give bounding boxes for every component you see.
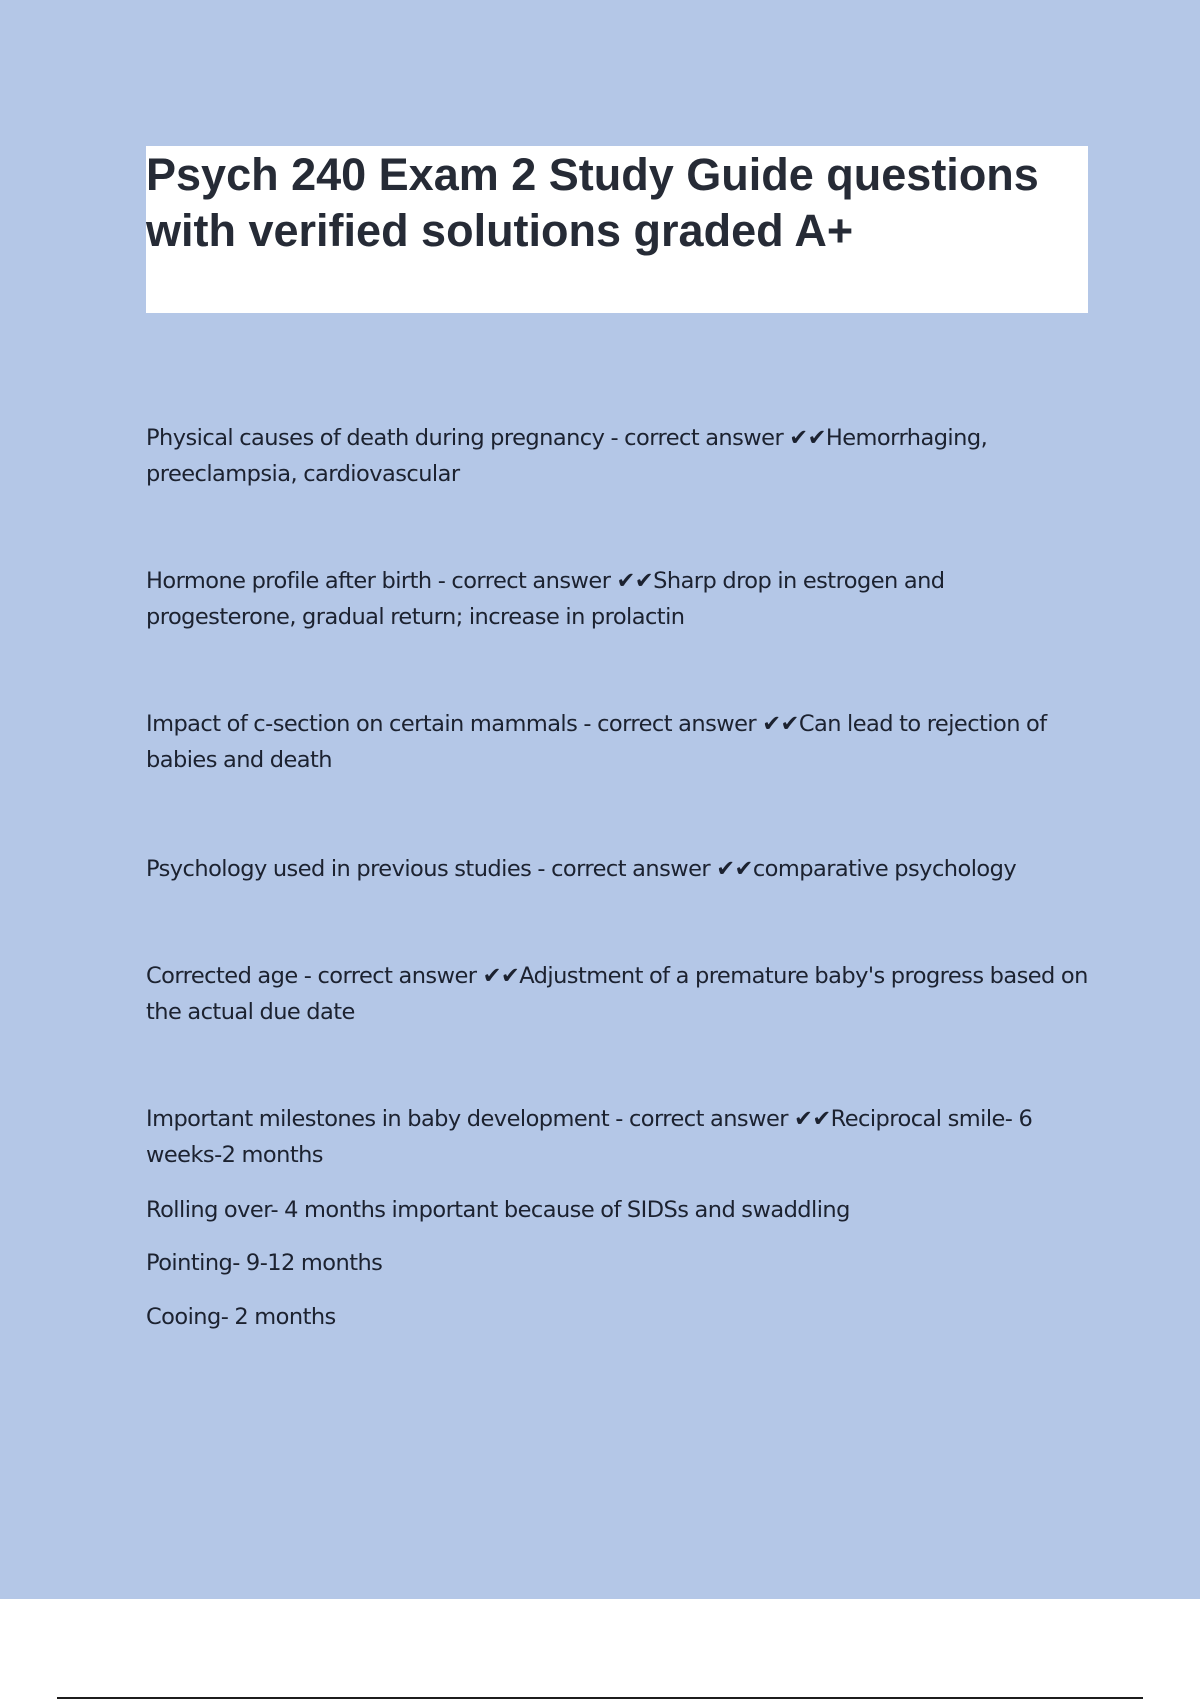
qa-item	[146, 958, 1091, 1030]
question-text: Physical causes of death during pregnancy	[146, 425, 605, 451]
separator: -	[531, 856, 552, 882]
answer-text: Adjustment of a premature baby's progress based on the actual due date	[146, 963, 1088, 1025]
question-text: Important milestones in baby development	[146, 1106, 610, 1132]
footer-divider	[57, 1697, 1143, 1699]
question-text: Hormone profile after birth	[146, 568, 432, 594]
qa-item	[146, 1101, 1091, 1173]
checkmark-icon: ✔✔	[476, 963, 520, 989]
correct-answer-label: correct answer	[628, 1106, 788, 1132]
checkmark-icon: ✔✔	[610, 568, 654, 594]
answer-text: Sharp drop in estrogen and progesterone, gradual return; increase in prolactin	[146, 568, 945, 630]
separator: -	[297, 963, 318, 989]
title-box	[146, 146, 1088, 313]
correct-answer-label: correct answer	[624, 425, 784, 451]
milestone-line: Cooing- 2 months	[146, 1304, 336, 1330]
checkmark-icon: ✔✔	[756, 711, 799, 737]
separator: -	[604, 425, 625, 451]
answer-text: Reciprocal smile- 6 weeks-2 months	[146, 1106, 1033, 1168]
question-text: Impact of c-section on certain mammals	[146, 711, 578, 737]
answer-text: Hemorrhaging, preeclampsia, cardiovascular	[146, 425, 988, 487]
correct-answer-label: correct answer	[597, 711, 757, 737]
separator: -	[577, 711, 598, 737]
question-text: Corrected age	[146, 963, 298, 989]
milestone-line: Rolling over- 4 months important because of SIDSs and swaddling	[146, 1197, 850, 1223]
answer-text: comparative psychology	[752, 856, 1017, 882]
checkmark-icon: ✔✔	[787, 1106, 831, 1132]
qa-item	[146, 563, 1091, 635]
qa-item	[146, 706, 1091, 778]
separator: -	[431, 568, 452, 594]
milestone-line: Pointing- 9-12 months	[146, 1250, 383, 1276]
answer-text: Can lead to rejection of babies and death	[146, 711, 1047, 773]
correct-answer-label: correct answer	[451, 568, 611, 594]
separator: -	[609, 1106, 629, 1132]
qa-item	[146, 420, 1091, 492]
question-text: Psychology used in previous studies	[146, 856, 532, 882]
checkmark-icon: ✔✔	[783, 425, 826, 451]
correct-answer-label: correct answer	[317, 963, 477, 989]
correct-answer-label: correct answer	[551, 856, 711, 882]
checkmark-icon: ✔✔	[710, 856, 753, 882]
document-title: Psych 240 Exam 2 Study Guide questions with verified solutions graded A+	[146, 149, 1039, 256]
qa-item	[146, 851, 1091, 887]
